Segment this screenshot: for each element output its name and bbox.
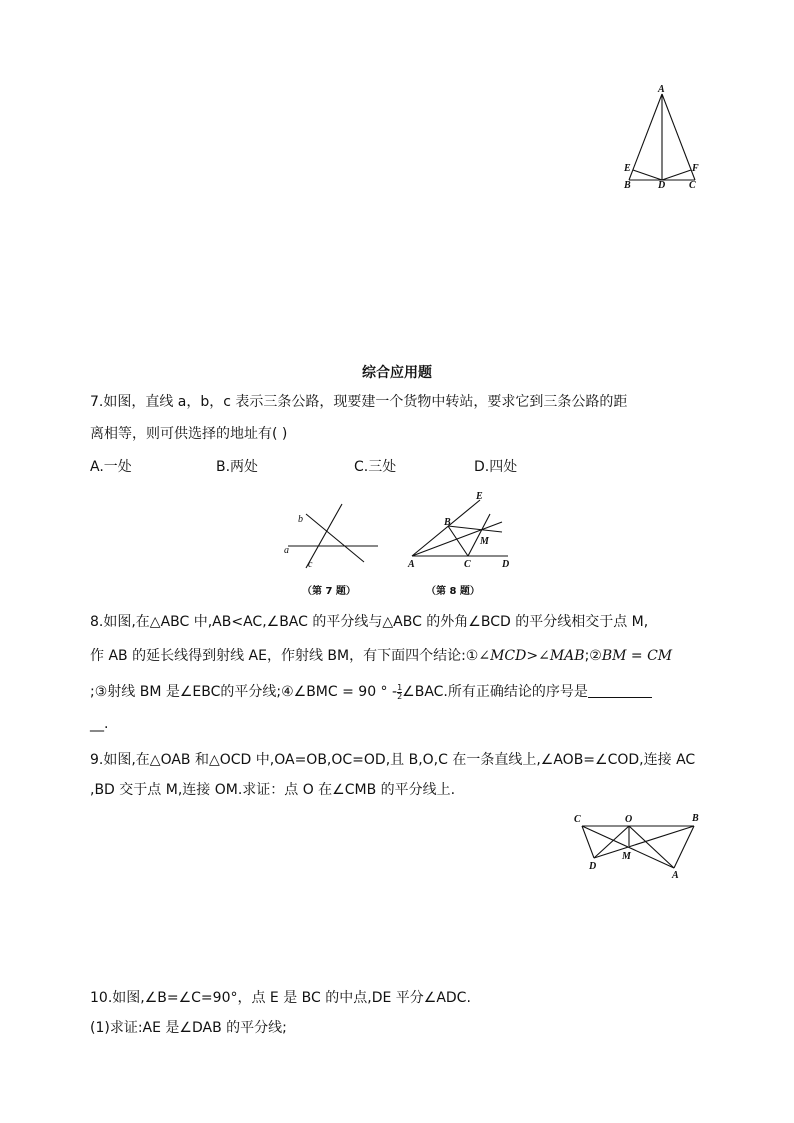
label-b: b [298,514,303,525]
label-a: A [408,559,415,570]
q8-conclusion-2: BM = CM [601,648,673,664]
q7-option-a: A.一处 [90,459,132,475]
label-c: C [574,814,581,825]
q7-line1: 7.如图，直线 a，b，c 表示三条公路，现要建一个货物中转站，要求它到三条公路的距 [90,394,628,410]
figure-8 [404,488,516,600]
q7-option-d: D.四处 [474,459,518,475]
label-b: B [692,813,699,824]
fraction-numerator: 1 [397,682,403,692]
figure-8-caption: （第 8 题） [426,586,480,597]
q8-line1: 8.如图,在△ABC 中,AB<AC,∠BAC 的平分线与△ABC 的外角∠BCD 的平分线相交于点 M, [90,614,649,630]
segment-bd [594,826,694,858]
ray-bm [448,526,502,532]
label-o: O [625,814,633,825]
label-b: B [624,180,631,191]
q8-line2 [90,646,672,666]
side-ab [629,94,662,180]
label-a: A [658,84,665,95]
q8-line3-part-a: ;③射线 BM 是∠EBC的平分线;④∠BMC = 90 ° [90,684,388,700]
q7-option-b: B.两处 [216,459,259,475]
q7-line2: 离相等，则可供选择的地址有( ) [90,426,288,442]
side-ac [662,94,695,180]
section-title: 综合应用题 [362,365,432,381]
figure-9 [570,808,710,880]
q8-line3: ;③射线 BM 是∠EBC的平分线;④∠BMC = 90 ° - $\frac{1}{2}$ ∠BAC.所有正确结论的序号是 [90,682,652,702]
label-a: A [672,870,679,881]
label-d: D [658,180,666,191]
q8-separator: ;② [584,648,602,664]
q10-line2: (1)求证:AE 是∠DAB 的平分线; [90,1020,287,1036]
q8-answer-blank[interactable] [588,683,652,698]
fraction-denominator: 2 [397,691,403,701]
label-f: F [692,163,699,174]
label-e: E [624,163,631,174]
label-c: C [689,180,696,191]
q8-line3-part-b: ∠BAC.所有正确结论的序号是 [402,684,588,700]
triangle-figure-top [618,84,708,194]
figure-7-caption: （第 7 题） [302,586,356,597]
q10-line1: 10.如图,∠B=∠C=90°，点 E 是 BC 的中点,DE 平分∠ADC. [90,990,471,1006]
side-ba [674,826,694,868]
label-m: M [480,536,489,547]
label-c: c [308,559,313,570]
figure-7 [282,498,382,600]
label-c: C [464,559,471,570]
q9-line1: 9.如图,在△OAB 和△OCD 中,OA=OB,OC=OD,且 B,O,C 在一条直线上,∠AOB=∠COD,连接 AC [90,752,696,768]
q8-line4: __. [90,716,109,732]
side-oa [629,826,674,868]
segment-de [633,170,662,180]
label-e: E [476,491,483,502]
label-d: D [589,861,597,872]
label-a: a [284,545,289,556]
label-b: B [444,517,451,528]
q9-line2: ,BD 交于点 M,连接 OM.求证：点 O 在∠CMB 的平分线上. [90,782,456,798]
q8-conclusion-1: ∠MCD>∠MAB [478,648,585,664]
q7-option-c: C.三处 [354,459,397,475]
label-m: M [622,851,631,862]
bisector-cm [468,514,490,556]
label-d: D [502,559,510,570]
line-b [306,514,364,562]
segment-df [662,170,691,180]
q8-line2-text: 作 AB 的延长线得到射线 AE，作射线 BM，有下面四个结论:① [90,648,479,664]
